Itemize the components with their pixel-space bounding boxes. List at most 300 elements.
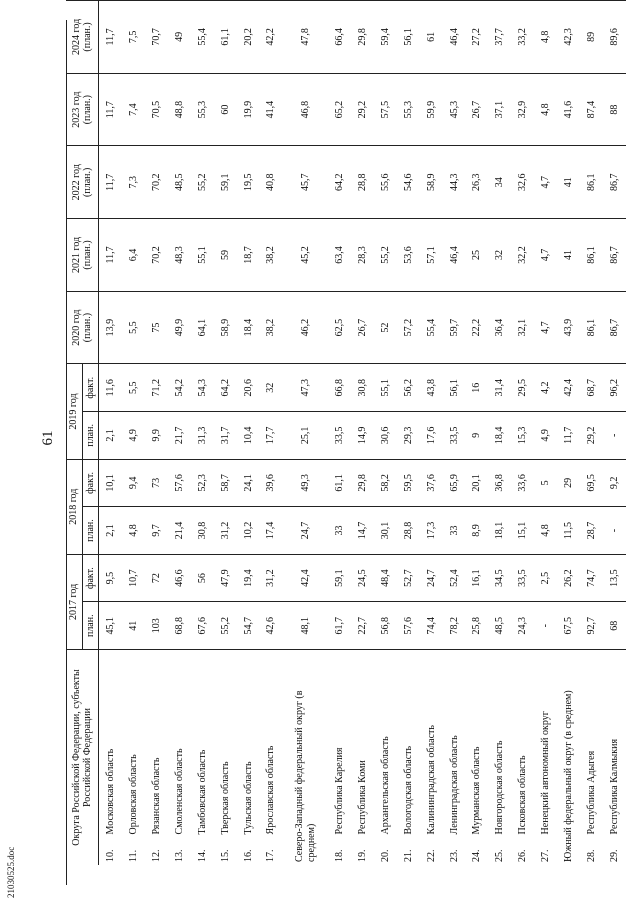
value-cell: 29,2 [580, 412, 603, 460]
value-cell: 57,6 [397, 602, 420, 650]
value-cell: 33,5 [512, 554, 535, 602]
value-cell: 11,7 [99, 1, 123, 74]
table-row [534, 1, 557, 866]
value-cell: 13,9 [99, 291, 123, 364]
header-2019: 2019 год [66, 364, 82, 459]
value-cell: 20,1 [466, 459, 489, 507]
value-cell: 54,3 [191, 364, 214, 412]
value-cell: 5,5 [122, 364, 145, 412]
value-cell: 55,2 [374, 219, 397, 292]
value-cell: 7,4 [122, 73, 145, 146]
row-number: 26. [517, 849, 529, 862]
value-cell: 11,5 [557, 507, 580, 555]
region-name: Республика Адыгея [580, 650, 603, 838]
value-cell: 43,9 [557, 291, 580, 364]
value-cell: 20,2 [237, 1, 260, 74]
table-row [466, 1, 489, 866]
value-cell: 20,6 [237, 364, 260, 412]
value-cell: 46,2 [283, 291, 329, 364]
value-cell: 52,7 [397, 554, 420, 602]
value-cell: 39,6 [260, 459, 283, 507]
value-cell: 47,3 [283, 364, 329, 412]
value-cell: 61,1 [328, 459, 351, 507]
value-cell: 4,8 [122, 507, 145, 555]
row-number: 14. [196, 849, 208, 862]
value-cell: 2,1 [99, 412, 123, 460]
value-cell: 40,8 [260, 146, 283, 219]
value-cell: 87,4 [580, 73, 603, 146]
value-cell: 13,5 [603, 554, 626, 602]
value-cell: 9,5 [99, 554, 123, 602]
value-cell: 71,2 [145, 364, 168, 412]
value-cell: 24,7 [283, 507, 329, 555]
value-cell: 46,4 [443, 1, 466, 74]
value-cell: 21,4 [168, 507, 191, 555]
table-row [512, 1, 535, 866]
value-cell: 9,9 [145, 412, 168, 460]
value-cell: 7,3 [122, 146, 145, 219]
table-row [122, 1, 145, 866]
value-cell: 7,5 [122, 1, 145, 74]
value-cell: 28,7 [580, 507, 603, 555]
value-cell: 66,4 [328, 1, 351, 74]
region-name: Ленинградская область [443, 650, 466, 838]
row-number: 22. [425, 849, 437, 862]
value-cell: 33,2 [512, 1, 535, 74]
value-cell: 64,2 [214, 364, 237, 412]
value-cell: 59,1 [328, 554, 351, 602]
table-header [66, 1, 99, 866]
value-cell: 31,2 [214, 507, 237, 555]
value-cell: 86,7 [603, 219, 626, 292]
value-cell: 42,6 [260, 602, 283, 650]
value-cell: 10,4 [237, 412, 260, 460]
value-cell: 25 [466, 219, 489, 292]
region-name: Ненецкий автономный округ [534, 650, 557, 838]
value-cell: 58,9 [420, 146, 443, 219]
value-cell: 18,1 [489, 507, 512, 555]
value-cell: 27,2 [466, 1, 489, 74]
table-row [351, 1, 374, 866]
value-cell: 29,3 [397, 412, 420, 460]
value-cell: 22,7 [351, 602, 374, 650]
value-cell: 42,2 [260, 1, 283, 74]
value-cell: 31,7 [214, 412, 237, 460]
value-cell: 37,6 [420, 459, 443, 507]
value-cell: 70,2 [145, 219, 168, 292]
region-name: Тамбовская область [191, 650, 214, 838]
row-number: 15. [219, 849, 231, 862]
table-row [443, 1, 466, 866]
value-cell: 89 [580, 1, 603, 74]
value-cell: 103 [145, 602, 168, 650]
value-cell: 16,1 [466, 554, 489, 602]
row-number: 29. [608, 849, 620, 862]
value-cell: 32,9 [512, 73, 535, 146]
value-cell: 70,5 [145, 73, 168, 146]
value-cell: - [603, 507, 626, 555]
value-cell: 9,4 [122, 459, 145, 507]
document-id: 21030525.doc [6, 846, 16, 898]
value-cell: 63,4 [328, 219, 351, 292]
row-number: 10. [104, 849, 116, 862]
value-cell: 86,1 [580, 219, 603, 292]
value-cell: 29,5 [512, 364, 535, 412]
value-cell: 42,4 [283, 554, 329, 602]
value-cell: 29,8 [351, 459, 374, 507]
value-cell: 59,1 [214, 146, 237, 219]
region-name: Мурманская область [466, 650, 489, 838]
value-cell: 54,2 [168, 364, 191, 412]
value-cell: 52 [374, 291, 397, 364]
value-cell: 30,8 [351, 364, 374, 412]
table-row [328, 1, 351, 866]
value-cell: 96,2 [603, 364, 626, 412]
table-row [99, 1, 123, 866]
value-cell: 33,5 [443, 412, 466, 460]
row-number: 28. [585, 849, 597, 862]
value-cell: 17,7 [260, 412, 283, 460]
value-cell: 55,3 [191, 73, 214, 146]
value-cell: 45,2 [283, 219, 329, 292]
table-row [397, 1, 420, 866]
value-cell: 36,4 [489, 291, 512, 364]
row-number: 20. [379, 849, 391, 862]
value-cell: 55,6 [374, 146, 397, 219]
value-cell: 56,2 [397, 364, 420, 412]
value-cell: 11,7 [99, 73, 123, 146]
value-cell: 9,7 [145, 507, 168, 555]
district-name: Северо-Западный федеральный округ (в среднем) [283, 650, 329, 866]
value-cell: 86,1 [580, 291, 603, 364]
table-row [283, 1, 329, 866]
value-cell: 4,7 [534, 219, 557, 292]
value-cell: 54,7 [237, 602, 260, 650]
table-row [374, 1, 397, 866]
value-cell: 4,7 [534, 291, 557, 364]
value-cell: 61 [420, 1, 443, 74]
value-cell: 46,6 [168, 554, 191, 602]
value-cell: 24,5 [351, 554, 374, 602]
region-name: Республика Коми [351, 650, 374, 838]
value-cell: 78,2 [443, 602, 466, 650]
value-cell: 34,5 [489, 554, 512, 602]
value-cell: 55,3 [397, 73, 420, 146]
table-row [580, 1, 603, 866]
value-cell: 64,2 [328, 146, 351, 219]
value-cell: 31,4 [489, 364, 512, 412]
region-name: Республика Калмыкия [603, 650, 626, 838]
value-cell: 59,4 [374, 1, 397, 74]
value-cell: 26,7 [466, 73, 489, 146]
value-cell: 33,6 [512, 459, 535, 507]
region-name: Орловская область [122, 650, 145, 838]
row-number: 24. [471, 849, 483, 862]
value-cell: 34 [489, 146, 512, 219]
region-name: Архангельская область [374, 650, 397, 838]
value-cell: 55,4 [191, 1, 214, 74]
value-cell: 29,2 [351, 73, 374, 146]
value-cell: 8,9 [466, 507, 489, 555]
data-table [66, 0, 626, 865]
value-cell: 57,5 [374, 73, 397, 146]
value-cell: 45,7 [283, 146, 329, 219]
value-cell: 52,3 [191, 459, 214, 507]
value-cell: 31,3 [191, 412, 214, 460]
value-cell: 28,3 [351, 219, 374, 292]
value-cell: 65,2 [328, 73, 351, 146]
value-cell: 32 [489, 219, 512, 292]
value-cell: 89,6 [603, 1, 626, 74]
row-number: 19. [356, 849, 368, 862]
value-cell: 4,7 [534, 146, 557, 219]
value-cell: 37,7 [489, 1, 512, 74]
header-2017-fact: факт. [82, 554, 99, 602]
value-cell: 30,8 [191, 507, 214, 555]
value-cell: 86,7 [603, 146, 626, 219]
value-cell: 11,7 [99, 146, 123, 219]
value-cell: 68,7 [580, 364, 603, 412]
value-cell: 29 [557, 459, 580, 507]
value-cell: 25,1 [283, 412, 329, 460]
value-cell: 28,8 [351, 146, 374, 219]
value-cell: 41 [557, 146, 580, 219]
value-cell: 14,7 [351, 507, 374, 555]
page-number: 61 [40, 430, 56, 446]
value-cell: 66,8 [328, 364, 351, 412]
value-cell: 69,5 [580, 459, 603, 507]
header-2018-plan: план. [82, 507, 99, 555]
value-cell: 26,2 [557, 554, 580, 602]
value-cell: 19,9 [237, 73, 260, 146]
table-row [557, 1, 580, 866]
value-cell: 43,8 [420, 364, 443, 412]
value-cell: 67,6 [191, 602, 214, 650]
value-cell: 41 [122, 602, 145, 650]
value-cell: 55,1 [374, 364, 397, 412]
value-cell: 58,7 [214, 459, 237, 507]
value-cell: 6,4 [122, 219, 145, 292]
value-cell: 72 [145, 554, 168, 602]
value-cell: 11,6 [99, 364, 123, 412]
value-cell: 48,4 [374, 554, 397, 602]
value-cell: 38,2 [260, 291, 283, 364]
value-cell: 9 [466, 412, 489, 460]
value-cell: 46,4 [443, 219, 466, 292]
value-cell: 48,8 [168, 73, 191, 146]
region-name: Новгородская область [489, 650, 512, 838]
header-2020: 2020 год (план.) [66, 291, 99, 364]
value-cell: 58,9 [214, 291, 237, 364]
table-row [191, 1, 214, 866]
row-number: 12. [150, 849, 162, 862]
value-cell: 17,4 [260, 507, 283, 555]
value-cell: 74,4 [420, 602, 443, 650]
table-row [420, 1, 443, 866]
value-cell: - [603, 412, 626, 460]
region-name: Ярославская область [260, 650, 283, 838]
value-cell: 48,5 [489, 602, 512, 650]
value-cell: 18,7 [237, 219, 260, 292]
value-cell: 61,7 [328, 602, 351, 650]
value-cell: 10,7 [122, 554, 145, 602]
header-2018: 2018 год [66, 459, 82, 554]
value-cell: 88 [603, 73, 626, 146]
value-cell: 57,1 [420, 219, 443, 292]
value-cell: 4,8 [534, 507, 557, 555]
table-row [237, 1, 260, 866]
value-cell: 37,1 [489, 73, 512, 146]
value-cell: 41 [557, 219, 580, 292]
value-cell: 36,8 [489, 459, 512, 507]
value-cell: 70,7 [145, 1, 168, 74]
value-cell: 56 [191, 554, 214, 602]
value-cell: 54,6 [397, 146, 420, 219]
region-name: Тверская область [214, 650, 237, 838]
value-cell: 10,2 [237, 507, 260, 555]
header-2017: 2017 год [66, 554, 82, 649]
value-cell: 18,4 [489, 412, 512, 460]
value-cell: 55,2 [191, 146, 214, 219]
value-cell: 67,5 [557, 602, 580, 650]
value-cell: 59,5 [397, 459, 420, 507]
table-row [168, 1, 191, 866]
region-name: Тульская область [237, 650, 260, 838]
value-cell: 56,1 [397, 1, 420, 74]
value-cell: 4,8 [534, 73, 557, 146]
value-cell: 33 [443, 507, 466, 555]
value-cell: 24,7 [420, 554, 443, 602]
value-cell: 41,4 [260, 73, 283, 146]
row-number: 11. [128, 849, 140, 862]
value-cell: 4,9 [534, 412, 557, 460]
value-cell: 64,1 [191, 291, 214, 364]
value-cell: 55,1 [191, 219, 214, 292]
value-cell: 30,1 [374, 507, 397, 555]
value-cell: 49,9 [168, 291, 191, 364]
header-2018-fact: факт. [82, 459, 99, 507]
value-cell: 62,5 [328, 291, 351, 364]
row-number: 16. [242, 849, 254, 862]
value-cell: 16 [466, 364, 489, 412]
value-cell: 47,9 [214, 554, 237, 602]
value-cell: 46,8 [283, 73, 329, 146]
value-cell: 55,4 [420, 291, 443, 364]
table-row [489, 1, 512, 866]
value-cell: 19,5 [237, 146, 260, 219]
value-cell: 49,3 [283, 459, 329, 507]
value-cell: 4,8 [534, 1, 557, 74]
value-cell: 32 [260, 364, 283, 412]
region-name: Рязанская область [145, 650, 168, 838]
value-cell: 11,7 [99, 219, 123, 292]
value-cell: 52,4 [443, 554, 466, 602]
value-cell: 48,5 [168, 146, 191, 219]
header-2017-plan: план. [82, 602, 99, 650]
row-number: 23. [448, 849, 460, 862]
value-cell: 59 [214, 219, 237, 292]
value-cell: 25,8 [466, 602, 489, 650]
value-cell: 65,9 [443, 459, 466, 507]
header-region: Округа Российской Федерации, субъекты Российской Федерации [66, 650, 99, 866]
value-cell: 17,3 [420, 507, 443, 555]
value-cell: 33 [328, 507, 351, 555]
value-cell: 4,2 [534, 364, 557, 412]
region-name: Калининградская область [420, 650, 443, 838]
value-cell: 92,7 [580, 602, 603, 650]
value-cell: 68 [603, 602, 626, 650]
value-cell: 38,2 [260, 219, 283, 292]
region-name: Псковская область [512, 650, 535, 838]
value-cell: 28,8 [397, 507, 420, 555]
district-name: Южный федеральный округ (в среднем) [557, 650, 580, 866]
value-cell: 59,7 [443, 291, 466, 364]
value-cell: 75 [145, 291, 168, 364]
value-cell: 41,6 [557, 73, 580, 146]
value-cell: 5 [534, 459, 557, 507]
row-number: 21. [402, 849, 414, 862]
value-cell: 47,8 [283, 1, 329, 74]
value-cell: 49 [168, 1, 191, 74]
value-cell: 4,9 [122, 412, 145, 460]
value-cell: 11,7 [557, 412, 580, 460]
value-cell: 19,4 [237, 554, 260, 602]
row-number: 18. [334, 849, 346, 862]
region-name: Московская область [99, 650, 123, 838]
header-2024: 2024 год (план.) [66, 1, 99, 74]
value-cell: 32,2 [512, 219, 535, 292]
value-cell: 32,6 [512, 146, 535, 219]
value-cell: 57,6 [168, 459, 191, 507]
value-cell: 58,2 [374, 459, 397, 507]
value-cell: 86,1 [580, 146, 603, 219]
table-row [260, 1, 283, 866]
value-cell: 48,3 [168, 219, 191, 292]
value-cell: 61,1 [214, 1, 237, 74]
value-cell: - [534, 602, 557, 650]
region-name: Вологодская область [397, 650, 420, 838]
value-cell: 33,5 [328, 412, 351, 460]
value-cell: 70,2 [145, 146, 168, 219]
row-number: 27. [540, 849, 552, 862]
value-cell: 60 [214, 73, 237, 146]
row-number: 17. [265, 849, 277, 862]
value-cell: 55,2 [214, 602, 237, 650]
value-cell: 30,6 [374, 412, 397, 460]
value-cell: 15,1 [512, 507, 535, 555]
value-cell: 31,2 [260, 554, 283, 602]
value-cell: 45,1 [99, 602, 123, 650]
header-2021: 2021 год (план.) [66, 219, 99, 292]
value-cell: 68,8 [168, 602, 191, 650]
value-cell: 21,7 [168, 412, 191, 460]
value-cell: 48,1 [283, 602, 329, 650]
value-cell: 17,6 [420, 412, 443, 460]
value-cell: 29,8 [351, 1, 374, 74]
value-cell: 5,5 [122, 291, 145, 364]
value-cell: 73 [145, 459, 168, 507]
value-cell: 22,2 [466, 291, 489, 364]
row-number: 25. [494, 849, 506, 862]
table-row [603, 1, 626, 866]
region-name: Республика Карелия [328, 650, 351, 838]
value-cell: 42,3 [557, 1, 580, 74]
value-cell: 24,3 [512, 602, 535, 650]
value-cell: 59,9 [420, 73, 443, 146]
value-cell: 26,3 [466, 146, 489, 219]
header-2019-plan: план. [82, 412, 99, 460]
value-cell: 44,3 [443, 146, 466, 219]
